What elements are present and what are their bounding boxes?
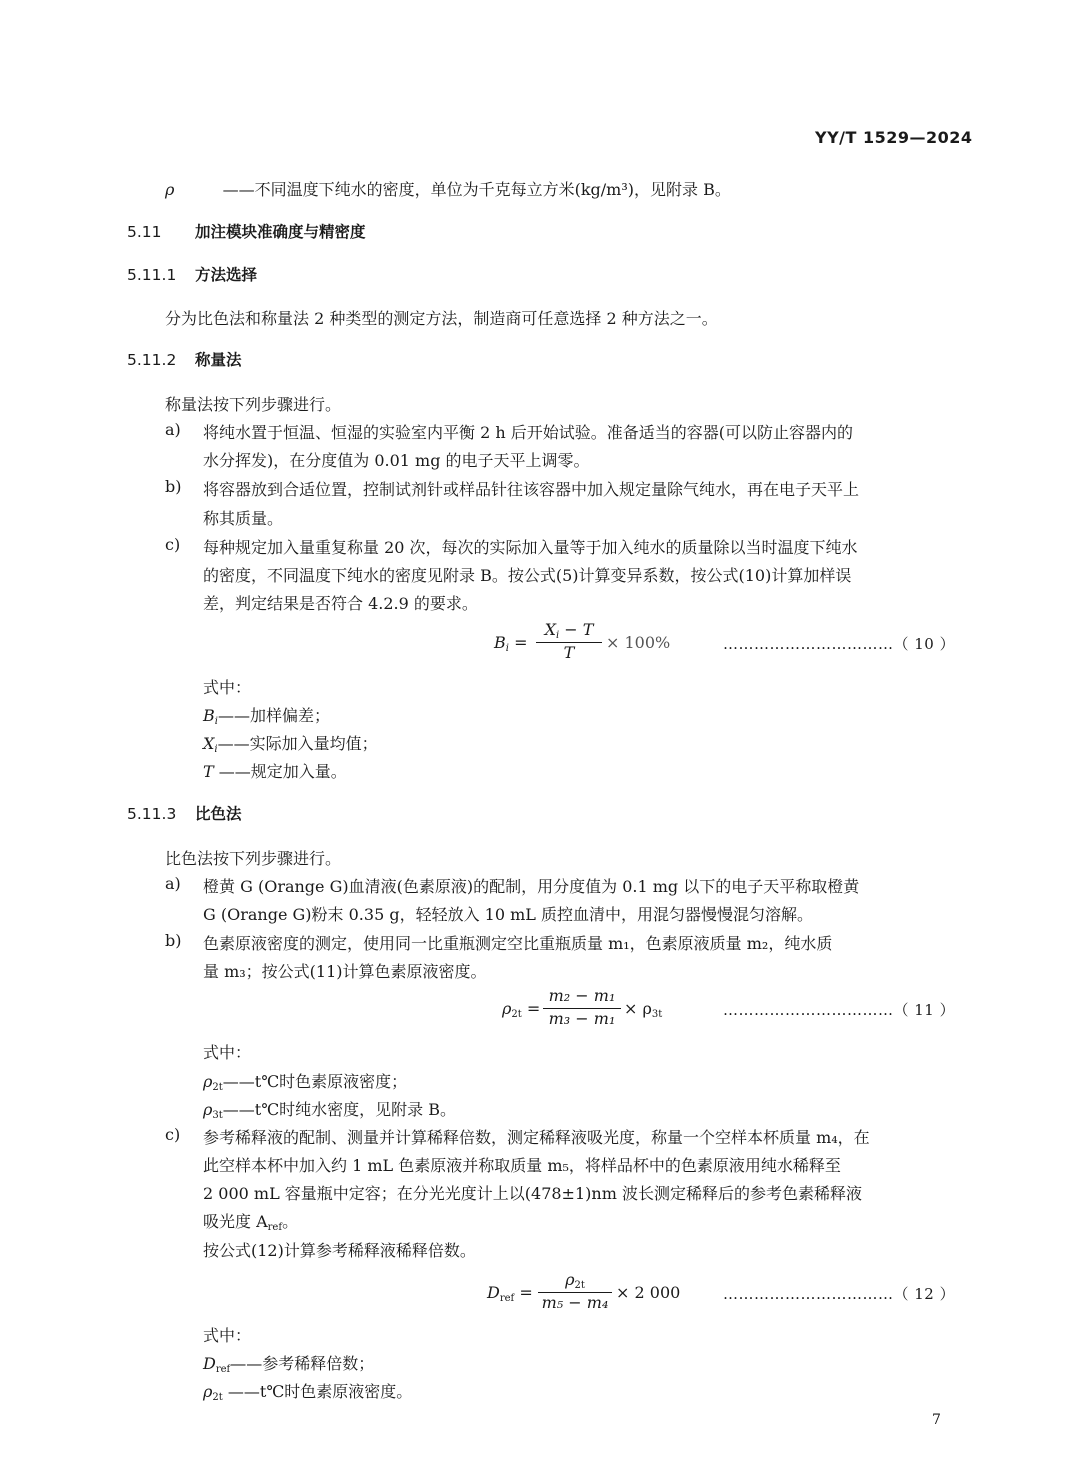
cm-item-c-line2: 此空样本杯中加入约 1 mL 色素原液并称取质量 m₅，将样品杯中的色素原液用纯水稀释至 (203, 1156, 841, 1175)
def-dref: $D_{ref}——$参考稀释倍数； (203, 1354, 375, 1375)
eq12-rest: × 2 000 (616, 1283, 681, 1302)
method-selection-text: 分为比色法和称量法 2 种类型的测定方法，制造商可任意选择 2 种方法之一。 (165, 309, 718, 328)
cm-item-c-label: c) (165, 1125, 181, 1144)
cm-item-b-line1: 色素原液密度的测定，使用同一比重瓶测定空比重瓶质量 m₁，色素原液质量 m₂，纯水质 (203, 934, 833, 953)
cm-item-a-line1: 橙黄 G (Orange G)血清液(色素原液)的配制，用分度值为 0.1 mg 以下的电子天平称取橙黄 (203, 877, 860, 896)
cm-item-b-line2: 量 m₃；按公式(11)计算色素原液密度。 (203, 962, 487, 981)
cm-item-a-line2: G (Orange G)粉末 0.35 g，轻轻放入 10 mL 质控血清中，用混匀器慢慢混匀溶解。 (203, 905, 813, 924)
eq10-rest: × 100% (606, 633, 671, 652)
item-a-label: a) (165, 420, 181, 439)
section-5-11-2-heading: 5.11.2 称量法 (127, 351, 242, 369)
def-rho-3t: $\rho_{3t}——t℃$时纯水密度，见附录 B。 (203, 1100, 456, 1121)
cm-item-c-line1: 参考稀释液的配制、测量并计算稀释倍数，测定稀释液吸光度，称量一个空样本杯质量 m₄，在 (203, 1128, 870, 1147)
item-a-line1: 将纯水置于恒温、恒湿的实验室内平衡 2 h 后开始试验。准备适当的容器(可以防止容器内的 (203, 423, 853, 442)
eq12-lhs: $D_{ref}$ = (487, 1283, 533, 1304)
def-rho-2t: $\rho_{2t}——t℃$时色素原液密度； (203, 1072, 408, 1093)
cm-item-c-after: 按公式(12)计算参考稀释液稀释倍数。 (203, 1241, 476, 1260)
cm-item-b-label: b) (165, 931, 182, 950)
where-label-1: 式中： (203, 678, 252, 697)
eq12-number: ……………………………（ 12 ） (723, 1285, 956, 1303)
eq11-lhs: $\rho_{2t}$ = (502, 999, 541, 1020)
rho-definition: ρ ——不同温度下纯水的密度，单位为千克每立方米(kg/m³)，见附录 B。 (165, 180, 731, 199)
item-a-line2: 水分挥发)，在分度值为 0.01 mg 的电子天平上调零。 (203, 451, 590, 470)
page-number: 7 (932, 1412, 941, 1428)
eq11-rest: × $\rho_{3t}$ (624, 999, 663, 1020)
weighing-intro: 称量法按下列步骤进行。 (165, 395, 342, 414)
colorimetric-intro: 比色法按下列步骤进行。 (165, 849, 342, 868)
def-bi: $B_i——$加样偏差； (203, 706, 330, 727)
item-b-line2: 称其质量。 (203, 509, 284, 528)
where-label-3: 式中： (203, 1326, 252, 1345)
section-5-11-3-heading: 5.11.3 比色法 (127, 805, 242, 823)
eq11-number: ……………………………（ 11 ） (723, 1001, 956, 1019)
eq12-fraction: $\rho_{2t}$ m₅ − m₄ (538, 1270, 612, 1315)
where-label-2: 式中： (203, 1043, 252, 1062)
def-xi: $X_i——$实际加入量均值； (203, 734, 378, 755)
item-c-label: c) (165, 535, 181, 554)
cm-item-c-line4: 吸光度 $A_{ref}$。 (203, 1212, 299, 1233)
item-c-line3: 差，判定结果是否符合 4.2.9 的要求。 (203, 594, 478, 613)
def-rho-2t-b: $\rho_{2t}$ ——t℃时色素原液密度。 (203, 1382, 413, 1403)
eq11-fraction: m₂ − m₁ m₃ − m₁ (543, 986, 621, 1031)
cm-item-c-line3: 2 000 mL 容量瓶中定容；在分光光度计上以(478±1)nm 波长测定稀释后的参考色素稀释液 (203, 1184, 862, 1203)
cm-item-a-label: a) (165, 874, 181, 893)
def-t: T ——规定加入量。 (203, 762, 347, 781)
item-b-label: b) (165, 477, 182, 496)
eq10-fraction: $X_i - T$ T (536, 620, 602, 665)
section-5-11-heading: 5.11 加注模块准确度与精密度 (127, 223, 366, 241)
eq10-number: ……………………………（ 10 ） (723, 635, 956, 653)
section-5-11-1-heading: 5.11.1 方法选择 (127, 266, 258, 284)
item-c-line2: 的密度，不同温度下纯水的密度见附录 B。按公式(5)计算变异系数，按公式(10)计算加样误 (203, 566, 852, 585)
item-c-line1: 每种规定加入量重复称量 20 次，每次的实际加入量等于加入纯水的质量除以当时温度下纯水 (203, 538, 858, 557)
eq10-lhs: $B_i$ = (494, 633, 528, 654)
standard-code: YY/T 1529—2024 (815, 128, 973, 147)
item-b-line1: 将容器放到合适位置，控制试剂针或样品针往该容器中加入规定量除气纯水，再在电子天平上 (203, 480, 860, 499)
